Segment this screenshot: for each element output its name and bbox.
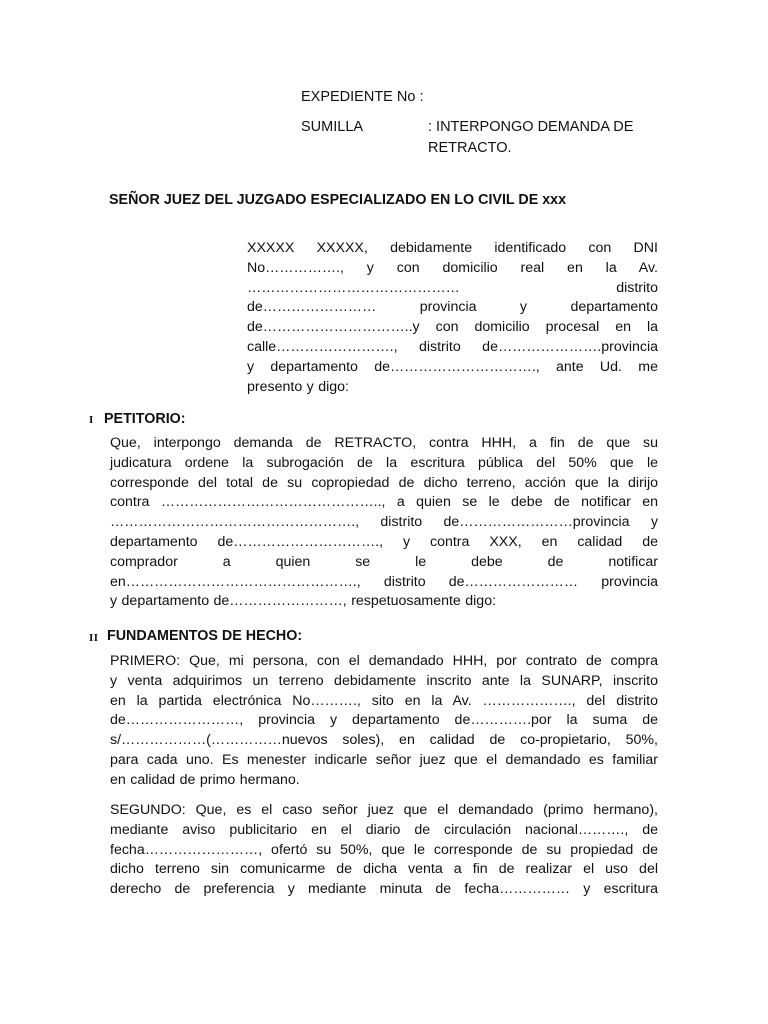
petitorio-line: judicatura ordene la subrogación de la escritura pública del 50% que le: [110, 454, 658, 471]
petitorio-line: Que, interpongo demanda de RETRACTO, contra HHH, a fin de que su: [110, 435, 658, 451]
intro-line: presento y digo:: [247, 378, 349, 395]
segundo-line: mediante aviso publicitario en el diario de circulación nacional………., de: [110, 821, 658, 838]
primero-line: en calidad de primo hermano.: [110, 771, 300, 788]
petitorio-line: comprador a quien se le debe de notificar: [110, 553, 658, 570]
segundo-line: dicho terreno sin comunicarme de dicha venta a fin de realizar el uso del: [110, 861, 658, 878]
intro-line: XXXXX XXXXX, debidamente identificado con DNI: [247, 240, 658, 256]
primero-line: y venta adquirimos un terreno debidamente inscrito ante la SUNARP, inscrito: [110, 672, 658, 689]
segundo-line: fecha……………………, ofertó su 50%, que le corresponde de su propiedad de: [110, 841, 658, 858]
intro-line: de…………………… provincia y departamento: [247, 299, 658, 316]
section-numeral-2: II: [89, 632, 99, 644]
intro-line: calle……………………., distrito de………………….provincia: [247, 338, 658, 355]
expediente-label: EXPEDIENTE No :: [301, 89, 424, 105]
petitorio-line: contra ……………………………………….., a quien se le debe de notificar en: [110, 494, 658, 511]
primero-line: en la partida electrónica No………., sito en la Av. ………………., del distrito: [110, 692, 658, 709]
primero-line: para cada uno. Es menester indicarle señor juez que el demandado es familiar: [110, 751, 658, 768]
petitorio-line: departamento de…………………………., y contra XXX, en calidad de: [110, 533, 658, 550]
segundo-paragraph: [110, 801, 658, 900]
primero-paragraph: [110, 652, 658, 791]
intro-line: de…………………………..y con domicilio procesal en la: [247, 319, 658, 336]
intro-line: ……………………………………… distrito: [247, 279, 658, 296]
segundo-line: derecho de preferencia y mediante minuta de fecha…………… y escritura: [110, 881, 658, 898]
petitorio-line: y departamento de……………………, respetuosamente digo:: [110, 593, 497, 610]
section-numeral-1: I: [89, 414, 94, 426]
intro-paragraph: [247, 239, 658, 397]
section-title-petitorio: PETITORIO:: [104, 411, 186, 427]
intro-line: y departamento de…………………………., ante Ud. me: [247, 358, 658, 375]
petitorio-line: corresponde del total de su copropiedad de dicho terreno, acción que la dirijo: [110, 474, 658, 491]
sumilla-text-line-1: : INTERPONGO DEMANDA DE: [428, 119, 634, 135]
petitorio-line: en…………………………………………., distrito de…………………… provincia: [110, 573, 658, 590]
intro-line: No……………., y con domicilio real en la Av.: [247, 259, 658, 276]
primero-line: s/………………(……………nuevos soles), en calidad de co-propietario, 50%,: [110, 732, 658, 749]
section-title-fundamentos: FUNDAMENTOS DE HECHO:: [107, 628, 303, 644]
sumilla-text-line-2: RETRACTO.: [428, 140, 512, 156]
primero-line: de……………………, provincia y departamento de………….por la suma de: [110, 712, 658, 729]
sumilla-label: SUMILLA: [301, 119, 364, 135]
segundo-line: SEGUNDO: Que, es el caso señor juez que el demandado (primo hermano),: [110, 802, 658, 818]
addressee-heading: SEÑOR JUEZ DEL JUZGADO ESPECIALIZADO EN LO CIVIL DE xxx: [109, 192, 567, 208]
petitorio-line: ……………………………………………., distrito de……………………provincia y: [110, 514, 658, 531]
petitorio-paragraph: [110, 434, 658, 612]
primero-line: PRIMERO: Que, mi persona, con el demandado HHH, por contrato de compra: [110, 653, 658, 669]
